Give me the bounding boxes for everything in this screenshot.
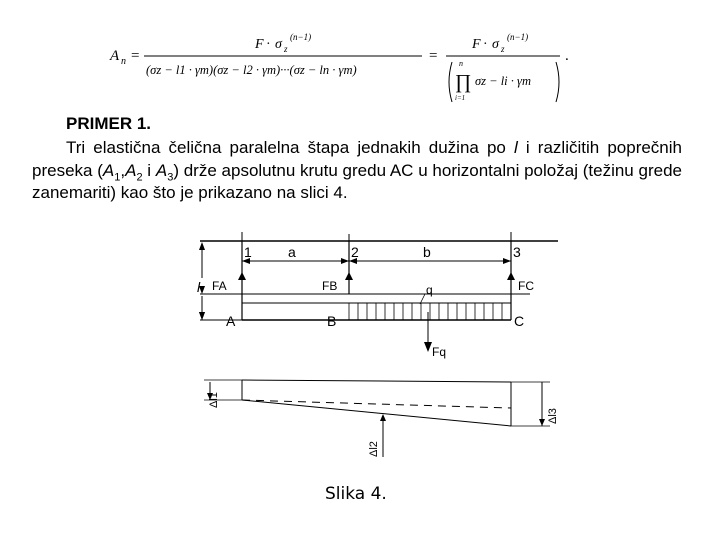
para-text-1: Tri elastična čelična paralelna štapa jednakih dužina po <box>66 138 515 157</box>
dimension-b: b <box>423 244 431 260</box>
force-FA-label: FA <box>212 279 227 293</box>
formula-lhs: A <box>110 48 120 64</box>
force-FA-arrow <box>238 272 246 280</box>
resultant-Fq-arrow <box>424 342 432 352</box>
para-text-2: i različitih poprečnih preseka ( <box>32 138 682 180</box>
para-l: l <box>514 138 518 157</box>
force-FB-arrow <box>345 272 353 280</box>
formula-num2-exp: (n−1) <box>507 32 529 42</box>
formula-lhs-sub: n <box>121 56 126 67</box>
rod-number-2: 2 <box>351 244 359 260</box>
load-q-label: q <box>426 283 433 297</box>
para-A1: A <box>102 160 115 180</box>
formula-num2-dot: · <box>483 37 488 52</box>
product-close-paren <box>556 62 559 102</box>
figure-caption: Slika 4. <box>325 484 387 504</box>
para-sub-2: 2 <box>136 170 143 183</box>
product-lower-limit: i=1 <box>455 94 466 102</box>
formula-num2-sigma: σ <box>492 37 499 52</box>
para-sub-3: 3 <box>167 170 174 183</box>
formula-num1-F: F <box>255 37 264 52</box>
formula-num2-F: F <box>472 37 481 52</box>
force-FC-arrow <box>507 272 515 280</box>
resultant-Fq-label: Fq <box>432 345 447 359</box>
problem-statement <box>32 137 682 205</box>
formula-num2-sigma-sub: z <box>501 44 505 54</box>
product-upper-limit: n <box>459 59 463 68</box>
dim-arrow-a-right <box>341 258 349 264</box>
para-sep-1: , <box>120 160 126 180</box>
point-C-label: C <box>514 313 525 329</box>
para-sep-2: i <box>142 160 156 180</box>
product-symbol: ∏ <box>455 71 472 93</box>
delta-l3-label: Δl3 <box>547 408 559 424</box>
para-A3: A <box>155 160 168 180</box>
force-FC-label: FC <box>518 279 534 293</box>
para-text-3: ) drže apsolutnu krutu gredu AC u horizontalni položaj (težinu grede zanemariti) kao što je prikazano na slici 4. <box>32 160 682 202</box>
stress-formula <box>100 22 580 108</box>
point-B-label: B <box>327 313 337 329</box>
distributed-load-q <box>349 303 502 320</box>
delta-l1-label: Δl1 <box>208 392 220 408</box>
formula-num1-sigma: σ <box>275 37 282 52</box>
para-A2: A <box>125 160 137 180</box>
product-open-paren <box>449 62 452 102</box>
rod-number-3: 3 <box>513 244 521 260</box>
formula-num1-exp: (n−1) <box>290 32 312 42</box>
example-heading: PRIMER 1. <box>66 114 152 133</box>
force-FB-label: FB <box>322 279 338 293</box>
formula-equals-2: = <box>429 48 438 64</box>
length-l-label: l <box>197 279 201 295</box>
beam-axis-arrow <box>199 312 205 320</box>
point-A-label: A <box>226 313 236 329</box>
dimension-a: a <box>288 244 296 260</box>
para-sub-1: 1 <box>114 170 121 183</box>
formula-denominator-1: (σz − l1 · γm)(σz − l2 · γm)···(σz − ln · γm) <box>146 63 357 77</box>
product-term: σz − li · γm <box>475 74 531 88</box>
deformed-top-line <box>242 380 511 382</box>
formula-num1-dot: · <box>266 37 271 52</box>
formula-num1-sigma-sub: z <box>284 44 288 54</box>
dim-arrow-b-right <box>503 258 511 264</box>
delta-l2-arrow <box>380 414 386 421</box>
length-arrow-top <box>199 242 205 250</box>
formula-period: . <box>565 48 569 64</box>
deformed-bottom-line <box>242 400 511 426</box>
formula-equals-1: = <box>131 48 140 64</box>
delta-l2-label: Δl2 <box>368 441 380 457</box>
delta-l3-arrow <box>539 419 545 426</box>
rod-number-1: 1 <box>244 244 252 260</box>
beam-diagram <box>180 232 560 467</box>
